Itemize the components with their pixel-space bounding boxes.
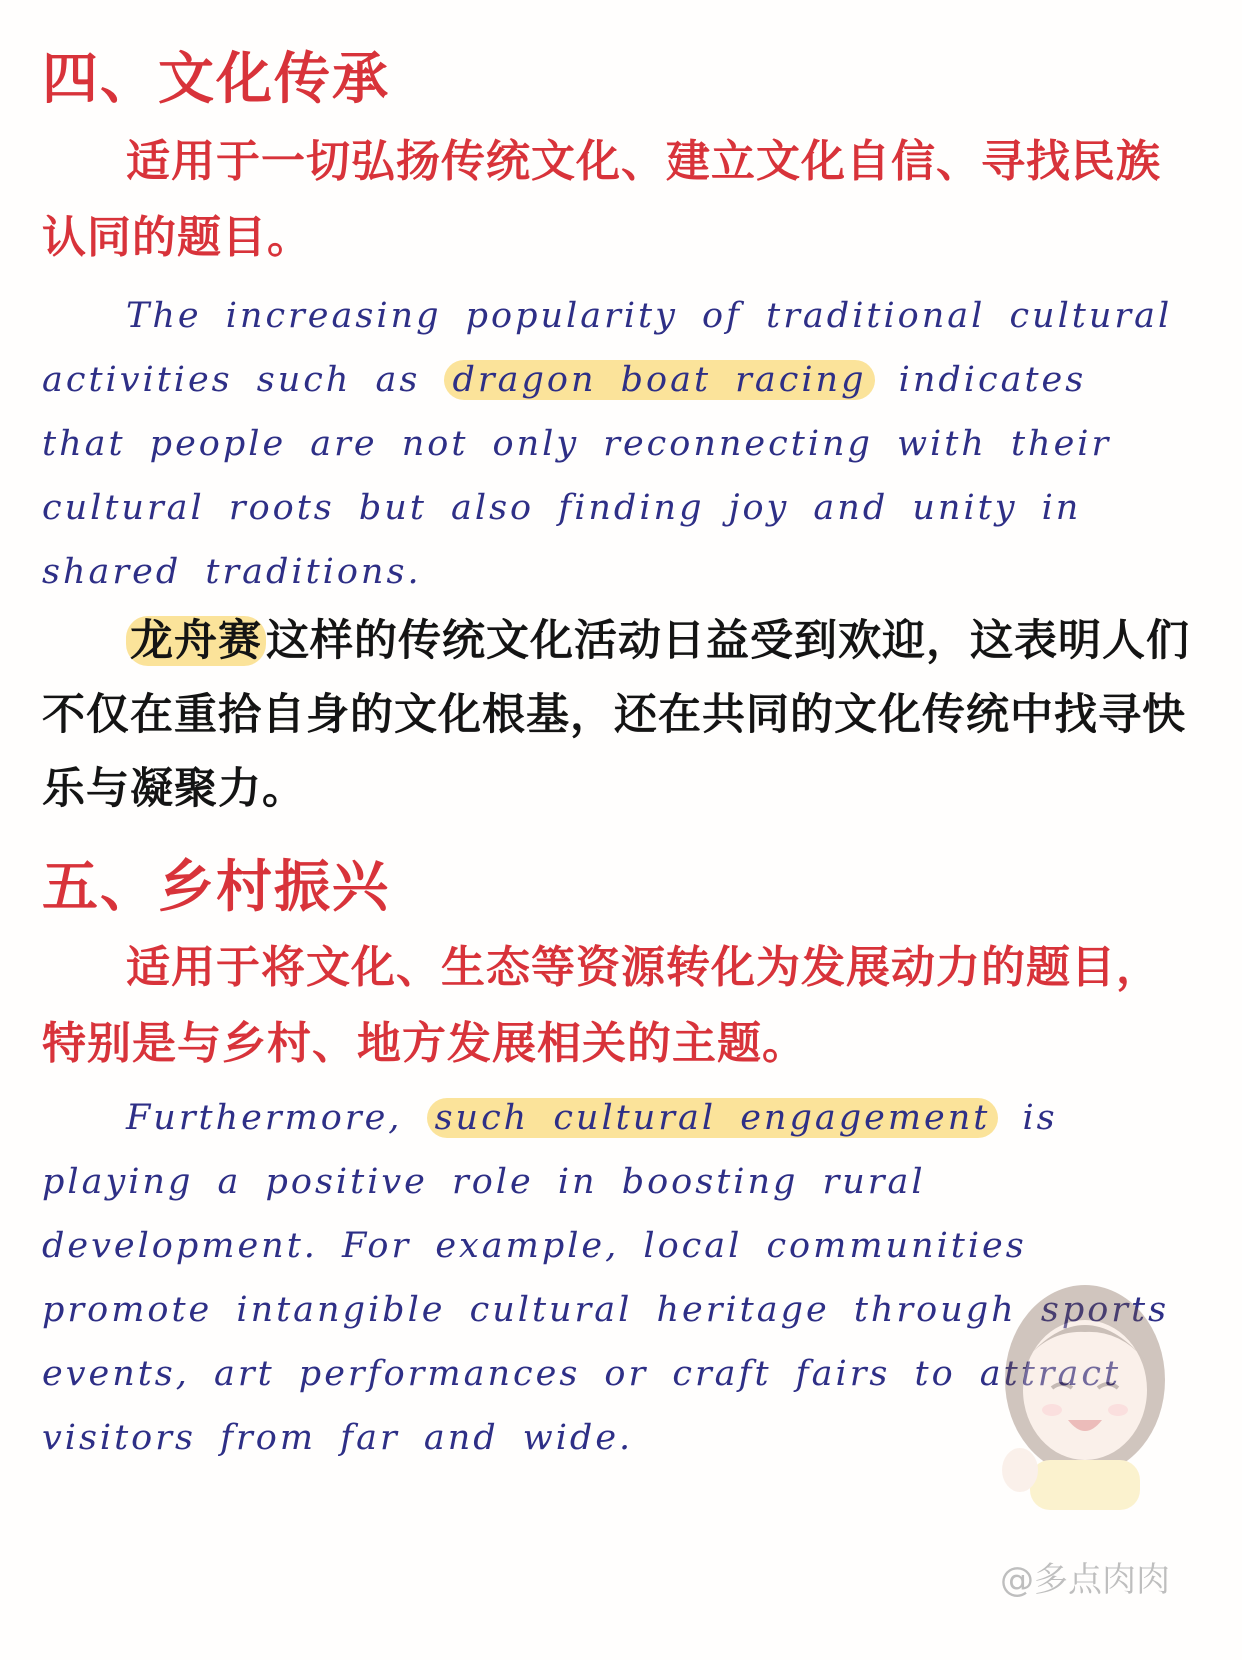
section-5-english-after: is playing a positive role in boosting rural development. For example, local communities promote intangible cultural heritage through sports events, art performances or craft fairs to attract visitors from far and wide.: [42, 1098, 1170, 1458]
section-5-english-before: Furthermore,: [126, 1098, 427, 1138]
section-4-english-paragraph: [42, 284, 1192, 604]
avatar-watermark-icon: [990, 1270, 1180, 1510]
section-5-usage: [42, 930, 1202, 1082]
section-5-heading: 五、乡村振兴: [42, 855, 390, 920]
section-4-english-after: indicates that people are not only reconnecting with their cultural roots but also finding joy and unity in shared traditions.: [42, 360, 1112, 592]
section-4-english-highlight: dragon boat racing: [444, 360, 874, 400]
section-4-usage: [42, 124, 1202, 276]
section-4-usage-text: 适用于一切弘扬传统文化、建立文化自信、寻找民族认同的题目。: [42, 136, 1161, 263]
section-4-chinese-highlight: 龙舟赛: [126, 616, 266, 666]
section-4-chinese-translation: [42, 604, 1202, 826]
section-4-english-before: The increasing popularity of traditional cultural activities such as: [42, 296, 1173, 400]
section-5-usage-text: 适用于将文化、生态等资源转化为发展动力的题目，特别是与乡村、地方发展相关的主题。: [42, 942, 1161, 1069]
watermark-username: @多点肉肉: [1000, 1560, 1170, 1600]
section-5-english-highlight: such cultural engagement: [427, 1098, 999, 1138]
section-4-chinese-after: 这样的传统文化活动日益受到欢迎，这表明人们不仅在重拾自身的文化根基，还在共同的文化传统中找寻快乐与凝聚力。: [42, 616, 1190, 814]
section-4-heading: 四、文化传承: [42, 47, 390, 112]
